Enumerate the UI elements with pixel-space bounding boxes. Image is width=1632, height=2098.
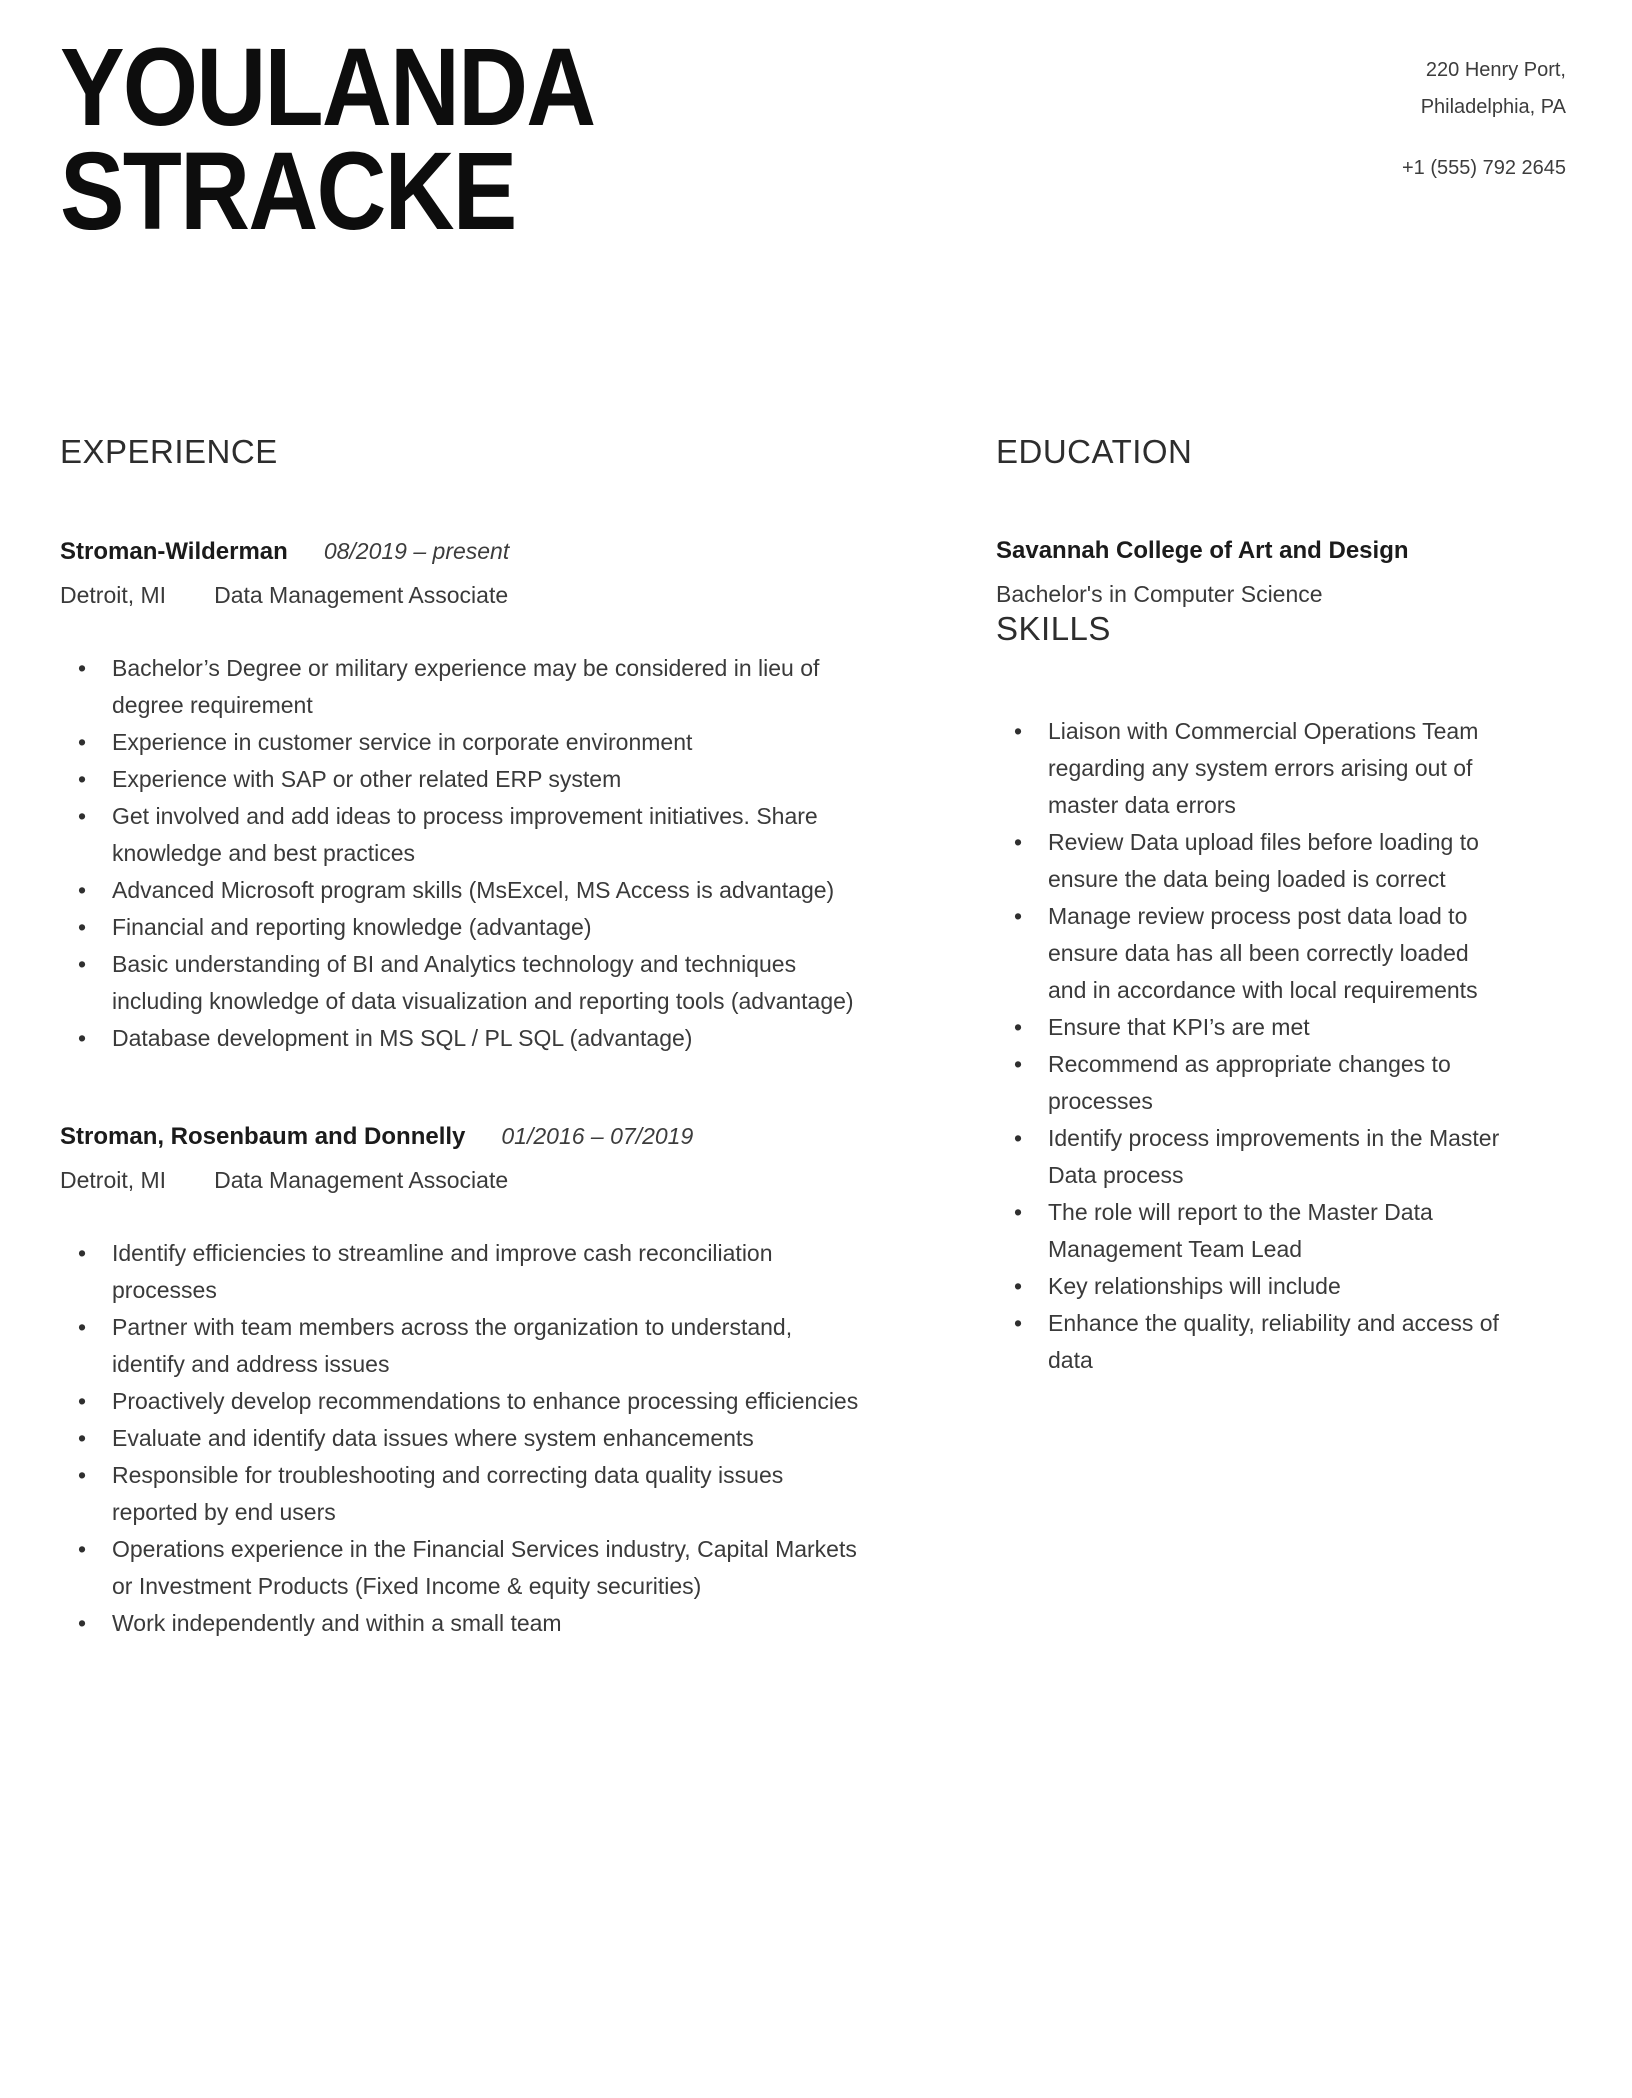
experience-bullet: • Experience in customer service in corporate environment (60, 724, 860, 761)
education-heading: EDUCATION (996, 433, 1193, 470)
contact-phone: +1 (555) 792 2645 (1401, 157, 1566, 179)
experience-bullet: • Partner with team members across the organization to understand, identify and address issues (60, 1309, 860, 1383)
job-1-header (60, 536, 940, 570)
job-2-title: Data Management Associate (214, 1167, 509, 1193)
experience-bullet: • Proactively develop recommendations to enhance processing efficiencies (60, 1383, 860, 1420)
skills-list (996, 713, 1513, 1379)
contact-info (1402, 36, 1566, 187)
skill-bullet: • Review Data upload files before loading to ensure the data being loaded is correct (996, 824, 1513, 898)
skill-bullet: • Manage review process post data load to ensure data has all been correctly loaded and in accordance with local requirements (996, 898, 1513, 1009)
education-school: Savannah College of Art and Design (996, 537, 1409, 564)
job-2-subheader (60, 1165, 940, 1195)
experience-heading: EXPERIENCE (60, 433, 278, 470)
content-columns (0, 432, 1632, 1642)
skill-bullet: • The role will report to the Master Data Management Team Lead (996, 1194, 1513, 1268)
education-skills-column (996, 432, 1566, 1642)
job-2-header (60, 1121, 940, 1155)
experience-bullet: • Operations experience in the Financial Services industry, Capital Markets or Investment Products (Fixed Income & equity securities) (60, 1531, 860, 1605)
skill-bullet: • Recommend as appropriate changes to processes (996, 1046, 1513, 1120)
education-entry (996, 536, 1566, 609)
education-degree: Bachelor's in Computer Science (996, 581, 1323, 607)
job-1-location: Detroit, MI (60, 582, 167, 608)
experience-bullet: • Responsible for troubleshooting and correcting data quality issues reported by end users (60, 1457, 860, 1531)
experience-bullet: • Advanced Microsoft program skills (MsExcel, MS Access is advantage) (60, 872, 860, 909)
experience-bullet: • Experience with SAP or other related ERP system (60, 761, 860, 798)
person-name-line1: YOULANDA (60, 26, 595, 149)
contact-address-line1: 220 Henry Port, (1425, 59, 1566, 81)
person-name-line2: STRACKE (60, 130, 516, 253)
experience-bullet: • Get involved and add ideas to process improvement initiatives. Share knowledge and best practices (60, 798, 860, 872)
skill-bullet: • Enhance the quality, reliability and access of data (996, 1305, 1513, 1379)
skills-heading: SKILLS (996, 610, 1111, 647)
job-1-title: Data Management Associate (214, 582, 509, 608)
experience-bullet: • Bachelor’s Degree or military experience may be considered in lieu of degree requirement (60, 650, 860, 724)
experience-bullet: • Financial and reporting knowledge (advantage) (60, 909, 860, 946)
skill-bullet: • Key relationships will include (996, 1268, 1513, 1305)
skill-bullet: • Liaison with Commercial Operations Team regarding any system errors arising out of master data errors (996, 713, 1513, 824)
experience-bullet: • Evaluate and identify data issues where system enhancements (60, 1420, 860, 1457)
contact-address-line2: Philadelphia, PA (1420, 96, 1566, 118)
skill-bullet: • Identify process improvements in the Master Data process (996, 1120, 1513, 1194)
experience-bullet: • Identify efficiencies to streamline and improve cash reconciliation processes (60, 1235, 860, 1309)
education-school-row (996, 536, 1566, 569)
experience-column (60, 432, 940, 1642)
job-2-dates: 01/2016 – 07/2019 (501, 1123, 694, 1149)
job-1-bullets (60, 650, 860, 1057)
job-2-company: Stroman, Rosenbaum and Donnelly (60, 1123, 466, 1150)
job-2-location: Detroit, MI (60, 1167, 167, 1193)
job-2-bullets (60, 1235, 860, 1642)
job-1-subheader (60, 580, 940, 610)
experience-bullet: • Database development in MS SQL / PL SQL (advantage) (60, 1020, 860, 1057)
job-entry-1 (60, 536, 940, 1057)
job-1-company: Stroman-Wilderman (60, 538, 288, 565)
experience-bullet: • Basic understanding of BI and Analytics technology and techniques including knowledge of data visualization and reporting tools (advantage) (60, 946, 860, 1020)
job-1-dates: 08/2019 – present (323, 538, 510, 564)
person-name (60, 26, 595, 253)
skill-bullet: • Ensure that KPI’s are met (996, 1009, 1513, 1046)
job-entry-2 (60, 1121, 940, 1642)
header (0, 0, 1632, 253)
experience-bullet: • Work independently and within a small team (60, 1605, 860, 1642)
